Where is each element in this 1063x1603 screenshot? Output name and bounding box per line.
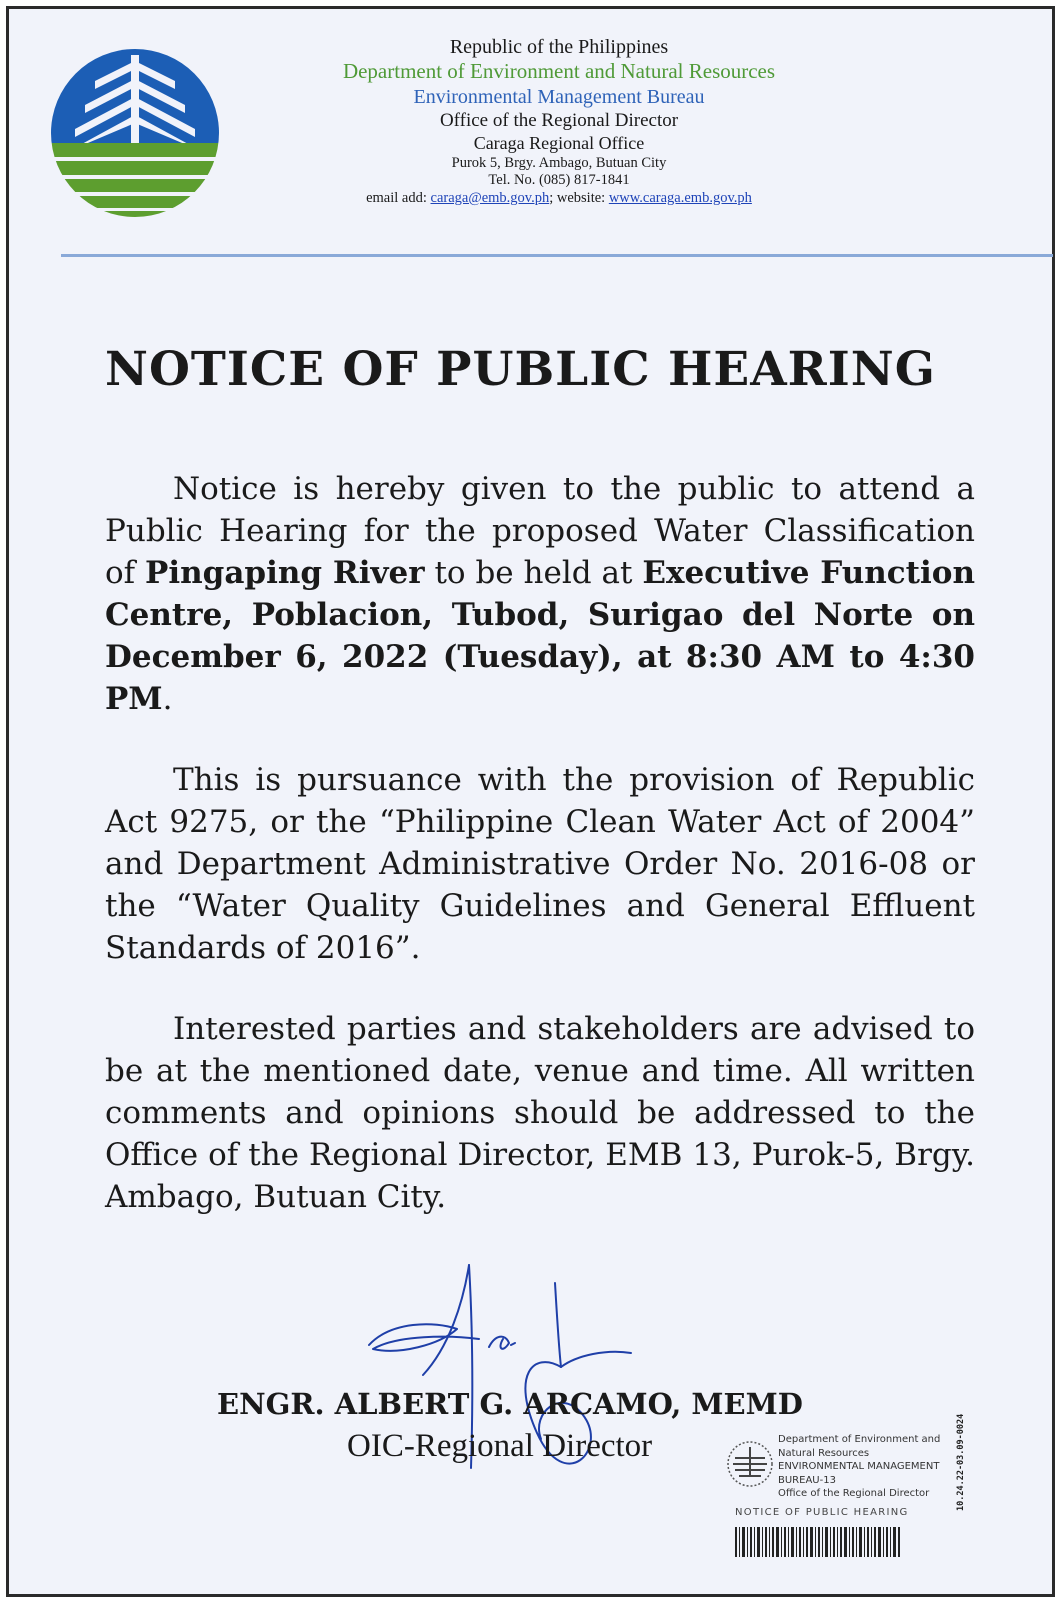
stamp-line: Office of the Regional Director (778, 1488, 930, 1499)
stamp-line: Department of Environment and (778, 1434, 941, 1445)
website-link[interactable]: www.caraga.emb.gov.ph (608, 189, 752, 206)
announcement-connector: to be held at (424, 555, 643, 591)
denr-logo-icon (49, 47, 221, 219)
stamp-office-lines (778, 1433, 940, 1501)
denr-seal-icon (725, 1439, 775, 1489)
letterhead-office: Office of the Regional Director (439, 110, 679, 132)
announcement-period: . (162, 681, 173, 717)
stamp-line: Natural Resources (778, 1447, 870, 1459)
email-label: email add: (366, 189, 431, 206)
announcement-text: Notice is hereby given to the public to attend a Public Hearing for the proposed Water Classification of (105, 471, 975, 591)
email-link[interactable]: caraga@emb.gov.ph (430, 189, 550, 206)
letterhead-department: Department of Environment and Natural Resources (342, 59, 776, 84)
signatory-name: ENGR. ALBERT G. ARCAMO, MEMD (217, 1387, 803, 1421)
stamp-line: BUREAU-13 (778, 1474, 836, 1486)
paragraph-instructions: Interested parties and stakeholders are advised to be at the mentioned date, venue and time. All written comments and opinions should be addressed to the Office of the Regional Director, EMB 13, Purok-5, Brgy. Ambago, Butuan City. (105, 1011, 975, 1215)
notice-title: NOTICE OF PUBLIC HEARING (105, 342, 936, 397)
letterhead-address: Purok 5, Brgy. Ambago, Butuan City (451, 154, 667, 171)
letterhead-republic: Republic of the Philippines (449, 36, 669, 58)
stamp-subject: NOTICE OF PUBLIC HEARING (735, 1507, 909, 1518)
barcode-icon (735, 1527, 900, 1557)
letterhead-region: Caraga Regional Office (473, 132, 645, 153)
document-page (6, 6, 1055, 1597)
letterhead-contact (259, 190, 859, 208)
letterhead-bureau: Environmental Management Bureau (413, 86, 705, 108)
paragraph-announcement (105, 468, 975, 720)
river-name: Pingaping River (145, 555, 425, 591)
receipt-stamp (725, 1413, 995, 1581)
letterhead-divider (61, 254, 1053, 257)
stamp-tracking-code: 10.24.22-03.09-0024 (956, 1413, 966, 1511)
signatory-title: OIC-Regional Director (347, 1428, 653, 1464)
stamp-line: ENVIRONMENTAL MANAGEMENT (778, 1461, 940, 1472)
letterhead (259, 35, 859, 208)
letterhead-telephone: Tel. No. (085) 817-1841 (488, 172, 630, 189)
paragraph-legal-basis: This is pursuance with the provision of Republic Act 9275, or the “Philippine Clean Water Act of 2004” and Department Administrative Order No. 2016-08 or the “Water Quality Guidelines and General Effluent Standards of 2016”. (105, 762, 975, 966)
website-label: ; website: (549, 189, 609, 206)
venue-and-schedule: Executive Function Centre, Poblacion, Tubod, Surigao del Norte on December 6, 2022 (Tuesday), at 8:30 AM to 4:30 PM (105, 555, 975, 717)
